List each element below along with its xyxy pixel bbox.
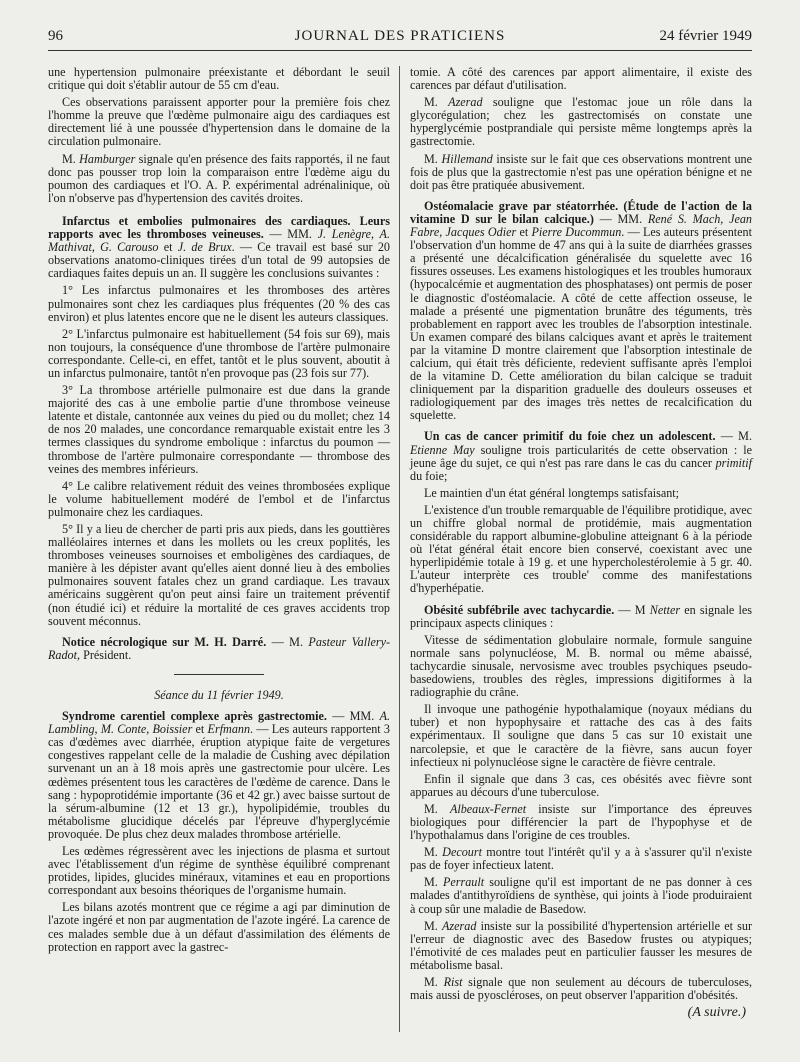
paragraph: Enfin il signale que dans 3 cas, ces obésités avec fièvre sont apparues au décours d'une tuberculose. xyxy=(410,771,752,799)
author-name: Erfmann xyxy=(207,722,251,737)
section-osteomalacie: Ostéomalacie grave par stéatorrhée. (Étude de l'action de la vitamine D sur le bilan calcique.) — MM. René S. Mach, Jean Fabre, Jacques Odier et Pierre Ducommun. — Les auteurs présentent l'observation d'un homme de 47 ans qui à la suite de diarrhées grasses a présenté une décalcification généralisée du squelette avec 16 fissures osseuses. Les examens histologiques et les troubles humoraux (hypocalcémie et augmentation des phosphatases) ont permis de poser le diagnostic d'ostéomalacie. A côté de cette affection osseuse, le malade a présenté une pigmentation brunâtre des téguments, très probablement en rapport avec les troubles de l'absorption intestinale. Un examen comparé des bilans calciques avant et après le traitement par la vitamine D montre clairement que l'absorption intestinale de calcium, qui était très déficiente, redevient suffisante après l'emploi de la vitamine D. Cette amélioration du bilan calcique se traduit cliniquement par la disparition graduelle des douleurs osseuses et radiologiquement par des images très nettes de recalcification du squelette. xyxy=(410,198,752,423)
author-names: J. Lenègre, A. Mathivat, G. Carouso xyxy=(48,227,391,255)
journal-title: JOURNAL DES PRATICIENS xyxy=(294,28,506,44)
left-column xyxy=(48,66,390,958)
column-divider xyxy=(399,66,400,1032)
paragraph: Vitesse de sédimentation globulaire normale, formule sanguine normale sans polynucléose, M. B. normal ou même abaissé, tachycardie sinusale, nervosisme avec troubles psychiques pseudo-basedowiens, troubles des règles, impressions digitiformes à la radiographie du crâne. xyxy=(410,632,752,700)
author-name: Pierre Ducommun xyxy=(531,225,622,240)
paragraph: Les œdèmes régressèrent avec les injections de plasma et surtout avec l'établissement d'un régime de synthèse équilibré comprenant protides, lipides, glucides minéraux, vitamines et eau en proportions correspondant aux besoins théoriques de l'organisme humain. xyxy=(48,843,390,898)
paragraph: L'existence d'un trouble remarquable de l'équilibre protidique, avec un chiffre global normal de protidémie, mais augmentation considérable du rapport albumine-globuline atteignant 6 à la période où l'état général était encore bien conservé, coexistant avec une hyperlipidémie totale à 19 g. et une hypercholestérolemie à 5 gr. 40. L'auteur interprète ces trouble' comme des manifestations d'hyperhépatie. xyxy=(410,502,752,596)
paragraph: Les bilans azotés montrent que ce régime a agi par diminution de l'azote ingéré et non par augmentation de l'azote ingéré. La carence de ces malades semble due à un défaut d'assimilation des éléments de protection en rapport avec la gastrec- xyxy=(48,900,390,954)
author-names: A. Lambling, M. Conte, Boissier xyxy=(48,709,391,737)
paragraph: M. Hillemand insiste sur le fait que ces observations montrent une fois de plus que la gastrectomie n'est pas une opération bénigne et ne doit pas être pratiquée abusivement. xyxy=(410,151,752,192)
to-be-continued: (A suivre.) xyxy=(687,1005,746,1021)
section-title: Notice nécrologique sur M. H. Darré. xyxy=(62,634,267,649)
page-number: 96 xyxy=(48,28,63,44)
section-cancer-foie: Un cas de cancer primitif du foie chez un adolescent. — M. Etienne May souligne trois particularités de cette observation : le jeune âge du sujet, ce qui n'est pas rare dans le cas du cancer primitif du foie; xyxy=(410,429,753,483)
paragraph: M. Hamburger signale qu'en présence des faits rapportés, il ne faut donc pas pousser trop loin la comparaison entre l'œdème aigu du poumon des cardiaques et l'O. A. P. expérimental adrénalinique, où l'on n'observe pas d'hypertension des cavités droites. xyxy=(48,151,390,205)
obituary-notice: Notice nécrologique sur M. H. Darré. — M. Pasteur Vallery-Radot, Président. xyxy=(48,634,391,662)
author-names: René S. Mach, Jean Fabre, Jacques Odier xyxy=(410,211,752,240)
section-title: Syndrome carentiel complexe après gastrectomie. xyxy=(62,709,327,724)
conclusion-5: 5° Il y a lieu de chercher de parti pris aux pieds, dans les gouttières malléolaires internes et dans les mollets ou les creux poplités, les thromboses veineuses sournoises et emboligènes des cardiaques, de manière à les dépister avant qu'elles aient donné lieu à des embolies pulmonaires souvent fatales chez un grand cardiaque. Les travaux américains suggèrent qu'on peut ainsi faire un traitement préventif (non étudié ici) et réduire la mortalité de ces graves accidents trop souvent méconnus. xyxy=(48,522,390,628)
paragraph: Ces observations paraissent apporter pour la première fois chez l'homme la preuve que l'œdème pulmonaire aigu des cardiaques est directement lié à une poussée d'hypertension dans le domaine de la circulation pulmonaire. xyxy=(48,95,390,149)
author-name: Pasteur Vallery-Radot xyxy=(48,634,391,662)
section-syndrome: Syndrome carentiel complexe après gastrectomie. — MM. A. Lambling, M. Conte, Boissier et Erfmann. — Les auteurs rapportent 3 cas d'œdèmes avec diarrhée, éruption atypique faite de vergetures congestives rappelant celle de la maladie de Cushing avec dépilation survenant un an à 18 mois après une gastrectomie pour ulcère. Les œdèmes présentent tous les caractères de l'œdème de carence. Dans le sang : hypoprotidémie importante (36 et 42 gr.) avec baisse surtout de la sérum-albumine (12 et 13 gr.), hypolipidémie, troubles du métabolisme glucidique décelés par l'épreuve d'hyperglycémie provoquée. De plus chez deux malades thrombose artérielle. xyxy=(48,709,391,841)
section-infarctus: Infarctus et embolies pulmonaires des cardiaques. Leurs rapports avec les thromboses veineuses. — MM. J. Lenègre, A. Mathivat, G. Carouso et J. de Brux. — Ce travail est basé sur 20 observations anatomo-cliniques tirées d'un total de 99 autopsies de cardiaques faites depuis un an. Il suggère les conclusions suivantes : xyxy=(48,213,391,281)
paragraph: Le maintien d'un état général longtemps satisfaisant; xyxy=(424,485,680,500)
author-name: Netter xyxy=(649,602,681,617)
author-name: J. de Brux xyxy=(177,240,232,255)
paragraph: M. Albeaux-Fernet insiste sur l'importance des épreuves biologiques pour différencier la part de l'hypophyse et de l'hypothalamus dans l'origine de ces troubles. xyxy=(410,801,752,843)
conclusion-4: 4° Le calibre relativement réduit des veines thrombosées explique le volume habituellement modéré de l'embol et de l'infarctus pulmonaire chez les cardiaques. xyxy=(48,478,390,519)
section-title: Un cas de cancer primitif du foie chez un adolescent. xyxy=(424,429,716,444)
author-name: Azerad xyxy=(448,95,483,110)
section-obesite: Obésité subfébrile avec tachycardie. — M Netter en signale les principaux aspects cliniques : xyxy=(410,602,752,630)
paragraph: M. Azerad souligne que l'estomac joue un rôle dans la glycorégulation; chez les gastrectomisés on constate une hyperglycémie postprandiale qui persiste même longtemps après la gastrectomie. xyxy=(410,95,752,149)
issue-date: 24 février 1949 xyxy=(659,28,752,44)
right-column xyxy=(410,66,752,1023)
section-title: Infarctus et embolies pulmonaires des cardiaques. Leurs rapports avec les thromboses veineuses. xyxy=(48,213,390,242)
paragraph: une hypertension pulmonaire préexistante et débordant le seuil critique qui doit s'établir autour de 55 cm d'eau. xyxy=(48,65,390,93)
conclusion-3: 3° La thrombose artérielle pulmonaire est due dans la grande majorité des cas à une embolie partie d'une thrombose veineuse latente et distale, cantonnée aux veines du pied ou du mollet; chez 14 de nos 20 malades, une concordance remarquable existait entre les 3 termes classiques du syndrome embolique : infarctus du poumon — thrombose de l'artère pulmonaire correspondante — thrombose des veines des membres inférieurs. xyxy=(48,383,390,476)
author-name: Perrault xyxy=(442,875,485,890)
author-name: Hamburger xyxy=(79,151,136,166)
author-name: Hillemand xyxy=(441,151,493,166)
author-name: Albeaux-Fernet xyxy=(449,801,527,816)
paragraph: M. Decourt montre tout l'intérêt qu'il y a à s'assurer qu'il n'existe pas de foyer infectieux latent. xyxy=(410,845,752,873)
session-heading: Séance du 11 février 1949. xyxy=(154,687,284,702)
paragraph: Il invoque une pathogénie hypothalamique (noyaux médians du tuber) et non hypophysaire et rattache des cas à des faits expérimentaux. Il souligne que dans 5 cas sur 10 existait une narcolepsie, et que le caractère de la fièvre, sans aucun foyer infectieux ni polynucléose signe le caractère de fièvre centrale. xyxy=(410,702,752,769)
separator-rule xyxy=(174,674,264,675)
author-name: Rist xyxy=(443,975,463,989)
conclusion-2: 2° L'infarctus pulmonaire est habituellement (54 fois sur 69), mais non toujours, la conséquence d'une thrombose de l'artère pulmonaire correspondante. Celle-ci, en effet, tantôt et le plus souvent, aboutit à un infarctus pulmonaire, tantôt n'en provoque pas (23 fois sur 77). xyxy=(48,326,390,380)
paragraph: M. Azerad insiste sur la possibilité d'hypertension artérielle et sur l'erreur de diagnostic avec des Basedow frustes ou atypiques; l'émotivité de ces malades peut en particulier fausser les mesures de métabolisme basal. xyxy=(410,918,752,972)
author-name: Azerad xyxy=(442,918,477,933)
section-title: Ostéomalacie grave par stéatorrhée. (Étude de l'action de la vitamine D sur le bilan calcique.) xyxy=(410,198,752,226)
paragraph: M. Perrault souligne qu'il est important de ne pas donner à ces malades d'antithyroïdiens de synthèse, qui joints à l'iode produiraient à coup sûr une maladie de Basedow. xyxy=(410,875,752,916)
paragraph: tomie. A côté des carences par apport alimentaire, il existe des carences par défaut d'utilisation. xyxy=(410,65,752,93)
conclusion-1: 1° Les infarctus pulmonaires et les thromboses des artères pulmonaires sont chez les cardiaques plus fréquentes (20 % des cas environ) et plus latentes encore que ne le disent les auteurs classiques. xyxy=(48,283,390,324)
author-name: Etienne May xyxy=(410,442,475,457)
author-name: Decourt xyxy=(442,845,482,860)
paragraph: M. Rist signale que non seulement au décours de tuberculoses, mais aussi de pyoscléroses, on peut observer l'apparition d'obésités. xyxy=(410,975,752,1003)
section-title: Obésité subfébrile avec tachycardie. xyxy=(424,602,615,617)
page-header xyxy=(48,28,752,51)
